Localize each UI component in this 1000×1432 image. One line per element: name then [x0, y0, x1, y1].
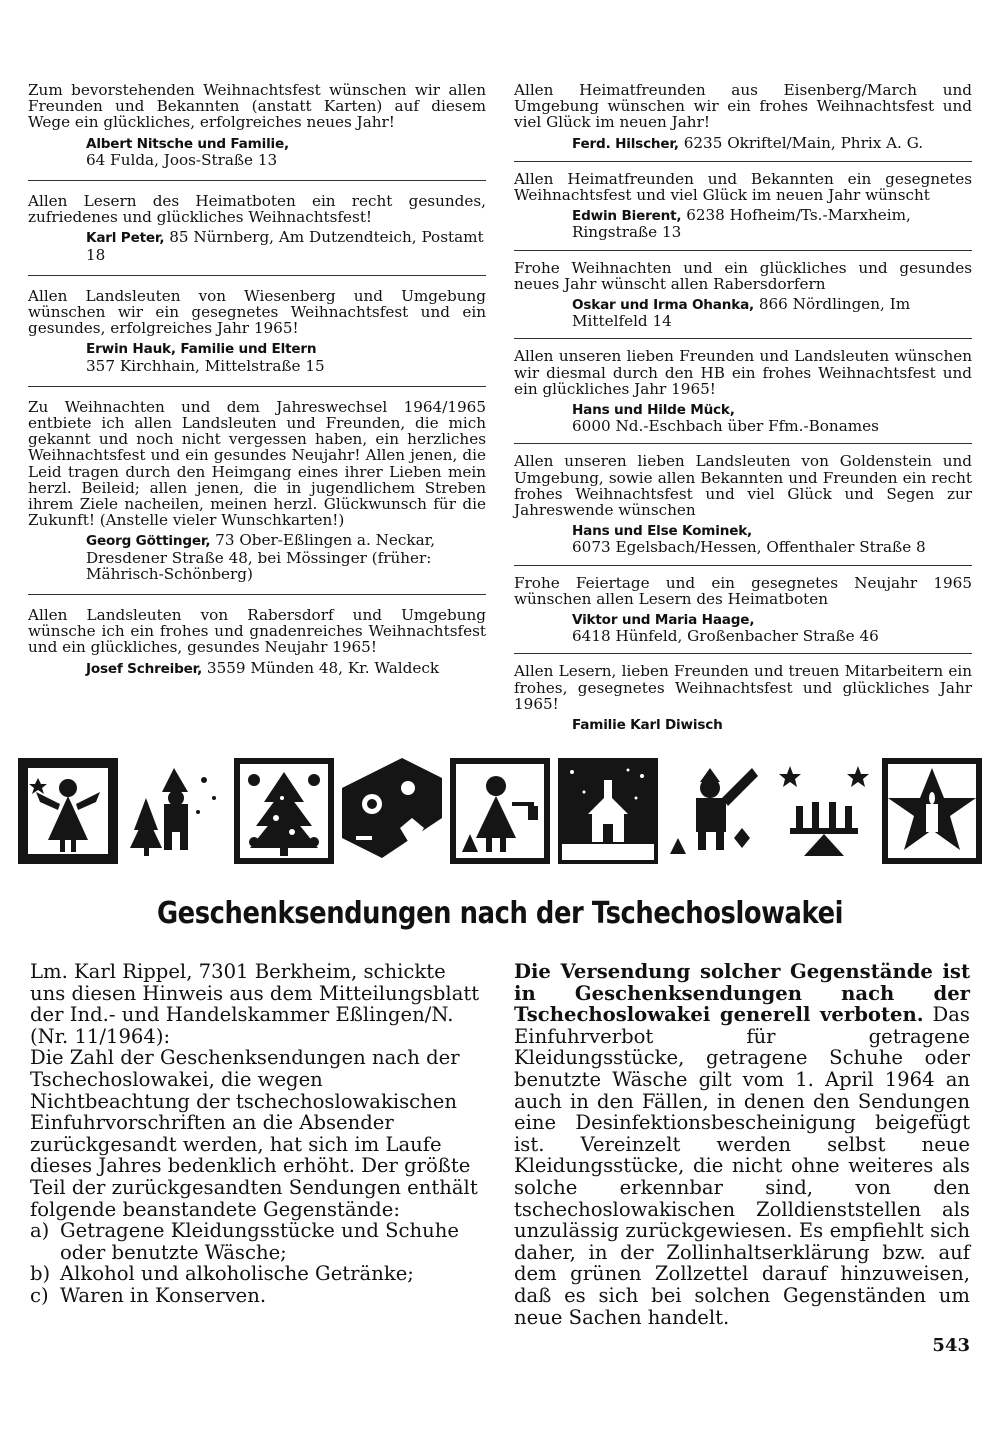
- greeting-message: Allen Landsleuten von Rabersdorf und Umgebung wünsche ich ein frohes und gnadenreiches Weihnachtsfest und ein glückliches, gesundes Neujahr 1965!: [28, 606, 486, 657]
- greeting: [28, 193, 486, 263]
- article-right-text: Das Einfuhrverbot für getragene Kleidungsstücke, getragene Schuhe oder benutzte Wäsche gilt vom 1. April 1964 an auch in den Fällen, in denen den Sendungen eine Desinfektionsbescheinigung beigefügt ist. Vereinzelt werden selbst neue Kleidungsstücke, die nicht ohne weiteres als solche erkennbar sind, von den tschechoslowakischen Zolldienststellen als unzulässig zurückgewiesen. Es empfiehlt sich daher, in der Zollinhaltserklärung bzw. auf dem grünen Zollzettel darauf hinzuweisen, daß es sich bei solchen Gegenständen um neue Sachen handelt.: [514, 1003, 970, 1329]
- list-text: Getragene Kleidungsstücke und Schuhe oder benutzte Wäsche;: [60, 1219, 459, 1264]
- trumpeting-angel-icon: [666, 758, 766, 864]
- greeting-signature: [572, 611, 972, 644]
- greeting-address: 6418 Hünfeld, Großenbacher Straße 46: [572, 627, 879, 646]
- christmas-tree-candles-icon: [234, 758, 334, 864]
- greeting: [514, 171, 972, 241]
- greeting-message: Allen Landsleuten von Wiesenberg und Umgebung wünschen wir ein gesegnetes Weihnachtsfest und ein gesundes, erfolgreiches Jahr 1965!: [28, 286, 486, 338]
- list-item: [30, 1285, 482, 1307]
- greeting-signature: [86, 660, 486, 677]
- gnome-with-tree-icon: [126, 758, 226, 864]
- greeting-sender: Albert Nitsche und Familie,: [86, 135, 289, 152]
- greetings-right-column: [514, 82, 972, 733]
- greeting-sender: Hans und Hilde Mück,: [572, 402, 735, 419]
- greeting: [28, 288, 486, 374]
- greeting-sender: Familie Karl Diwisch: [572, 717, 723, 734]
- greeting-signature: [86, 532, 486, 582]
- article-right-column: [514, 961, 970, 1328]
- article-warning: Die Versendung solcher Gegenstände ist in Geschenksendungen nach der Tschechoslowakei generell verboten.: [514, 960, 970, 1027]
- greeting-message: Allen Heimatfreunden aus Eisenberg/March und Umgebung wünschen wir ein frohes Weihnachtsfest und viel Glück im neuen Jahr!: [514, 81, 972, 132]
- child-with-lantern-icon: [450, 758, 550, 864]
- greeting-signature: [572, 522, 972, 555]
- divider: [514, 653, 972, 654]
- greeting-sender: Oskar und Irma Ohanka,: [572, 297, 755, 314]
- greeting: [514, 453, 972, 555]
- list-text: Waren in Konserven.: [60, 1283, 267, 1307]
- greeting-message: Frohe Feiertage und ein gesegnetes Neujahr 1965 wünschen allen Lesern des Heimatboten: [514, 573, 972, 608]
- divider: [514, 443, 972, 444]
- divider: [514, 565, 972, 566]
- angel-silhouette-icon: [18, 758, 118, 864]
- greeting-message: Allen unseren lieben Freunden und Landsleuten wünschen wir diesmal durch den HB ein frohes Weihnachtsfest und ein glückliches Jahr 1965!: [514, 347, 972, 398]
- article-right-paragraph: [514, 961, 970, 1328]
- greeting-address: 73 Ober-Eßlingen a. Neckar, Dresdener Straße 48, bei Mössinger (früher: Mährisch-Schönberg): [86, 531, 436, 583]
- greeting-message: Frohe Weihnachten und ein glückliches und gesundes neues Jahr wünscht allen Rabersdorfern: [514, 258, 972, 293]
- greeting-message: Allen Lesern des Heimatboten ein recht gesundes, zufriedenes und glückliches Weihnachtsfest!: [28, 192, 486, 227]
- divider: [28, 386, 486, 387]
- greeting: [514, 260, 972, 330]
- article-body: Die Zahl der Geschenksendungen nach der Tschechoslowakei, die wegen Nichtbeachtung der tschechoslowakischen Einfuhrvorschriften an die Absender zurückgesandt werden, hat sich im Laufe dieses Jahres bedenklich erhöht. Der größte Teil der zurückgesandten Sendungen enthält folgende beanstandete Gegenstände:: [30, 1046, 478, 1221]
- greeting-sender: Ferd. Hilscher,: [572, 135, 679, 152]
- greeting: [28, 607, 486, 677]
- list-item: [30, 1263, 482, 1285]
- greeting-address: 6235 Okriftel/Main, Phrix A. G.: [683, 133, 924, 152]
- greetings-left-column: [28, 82, 486, 677]
- greeting-address: 85 Nürnberg, Am Dutzendteich, Postamt 18: [86, 228, 484, 264]
- article-headline: Geschenksendungen nach der Tschechoslowakei: [156, 896, 844, 931]
- greeting-signature: [572, 296, 972, 329]
- candle-in-star-icon: [882, 758, 982, 864]
- greeting-sender: Georg Göttinger,: [86, 533, 211, 550]
- greeting-message: Allen unseren lieben Landsleuten von Goldenstein und Umgebung, sowie allen Bekannten und Freunden ein recht frohes Weihnachtsfest und viel Glück und Segen zur Jahreswende wünschen: [514, 452, 972, 520]
- list-marker: a): [30, 1219, 50, 1243]
- greeting: [514, 82, 972, 152]
- divider: [28, 180, 486, 181]
- greeting-signature: [86, 229, 486, 262]
- greeting-signature: [572, 401, 972, 434]
- greeting-address: 64 Fulda, Joos-Straße 13: [86, 150, 278, 169]
- greeting-address: 6000 Nd.-Eschbach über Ffm.-Bonames: [572, 417, 879, 436]
- branches-ornaments-icon: [342, 758, 442, 864]
- greeting-sender: Josef Schreiber,: [86, 660, 203, 677]
- greeting-address: 357 Kirchhain, Mittelstraße 15: [86, 356, 325, 375]
- greeting-signature: [86, 340, 486, 373]
- article-intro: Lm. Karl Rippel, 7301 Berkheim, schickte uns diesen Hinweis aus dem Mitteilungsblatt der Ind.- und Handelskammer Eßlingen/N. (Nr. 11/1964):: [30, 960, 480, 1048]
- list-text: Alkohol und alkoholische Getränke;: [60, 1262, 414, 1286]
- divider: [514, 338, 972, 339]
- greeting-sender: Viktor und Maria Haage,: [572, 612, 755, 629]
- greeting-sender: Erwin Hauk, Familie und Eltern: [86, 341, 317, 358]
- greeting: [28, 399, 486, 582]
- greeting: [514, 348, 972, 434]
- divider: [514, 250, 972, 251]
- divider: [28, 594, 486, 595]
- greeting-message: Zu Weihnachten und dem Jahreswechsel 1964/1965 entbiete ich allen Landsleuten und Freunden, die mich gekannt und noch nicht vergessen haben, ein herzliches Weihnachtsfest und ein gesundes Neujahr! Allen jenen, die Leid tragen durch den Heimgang eines ihrer Lieben mein herzl. Beileid; allen jenen, die in jugendlichem Streben ihrem Ziele nacheilen, meinen herzl. Glückwunsch für die Zukunft! (Anstelle vieler Wunschkarten!): [28, 397, 486, 530]
- greeting-sender: Karl Peter,: [86, 230, 165, 247]
- greeting-sender: Edwin Bierent,: [572, 208, 682, 225]
- greeting-signature: [86, 135, 486, 168]
- greeting-address: 3559 Münden 48, Kr. Waldeck: [206, 658, 440, 677]
- greeting-message: Zum bevorstehenden Weihnachtsfest wünschen wir allen Freunden und Bekannten (anstatt Karten) auf diesem Wege ein glückliches, erfolgreiches neues Jahr!: [28, 81, 486, 132]
- greeting-signature: [572, 207, 972, 240]
- divider: [28, 275, 486, 276]
- greeting-signature: [572, 716, 972, 733]
- greeting-sender: Hans und Else Kominek,: [572, 523, 753, 540]
- greeting-address: 866 Nördlingen, Im Mittelfeld 14: [572, 295, 911, 331]
- article-left-column: [30, 961, 482, 1307]
- stars-and-candles-icon: [774, 758, 874, 864]
- greeting: [514, 575, 972, 645]
- christmas-silhouette-strip: [18, 758, 982, 864]
- snowy-chapel-icon: [558, 758, 658, 864]
- greeting: [514, 663, 972, 733]
- list-marker: b): [30, 1262, 51, 1286]
- greeting-message: Allen Lesern, lieben Freunden und treuen Mitarbeitern ein frohes, gesegnetes Weihnachtsfest und glückliches Jahr 1965!: [514, 662, 972, 713]
- greeting-signature: [572, 135, 972, 152]
- greeting: [28, 82, 486, 168]
- page-number: 543: [932, 1335, 970, 1356]
- list-marker: c): [30, 1283, 49, 1307]
- greeting-message: Allen Heimatfreunden und Bekannten ein gesegnetes Weihnachtsfest und viel Glück im neuen Jahr wünscht: [514, 169, 972, 205]
- greeting-address: 6073 Egelsbach/Hessen, Offenthaler Straße 8: [572, 538, 926, 557]
- list-item: [30, 1220, 482, 1263]
- divider: [514, 161, 972, 162]
- greeting-address: 6238 Hofheim/Ts.-Marxheim, Ringstraße 13: [572, 206, 911, 242]
